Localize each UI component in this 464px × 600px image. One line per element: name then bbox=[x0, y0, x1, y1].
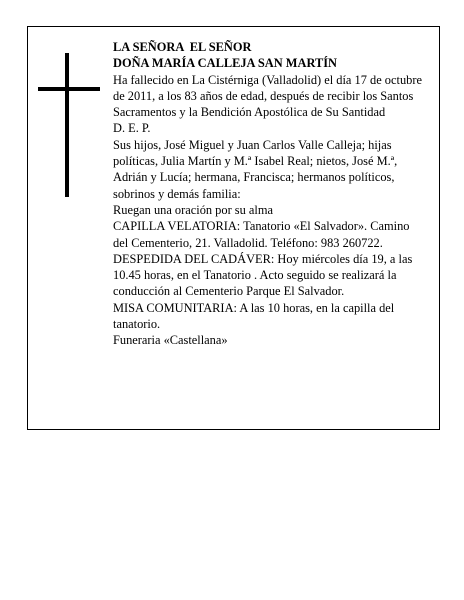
family-list: Sus hijos, José Miguel y Juan Carlos Valle Calleja; hijas políticas, Julia Martín y M.ª Isabel Real; nietos, José M.ª, Adrián y Lucía; hermana, Francisca; hermanos políticos, sobrinos y demás familia: bbox=[113, 137, 398, 201]
death-announcement: Ha fallecido en La Cistérniga (Valladolid) el día 17 de octubre de 2011, a los 83 años de edad, después de recibir los Santos Sacramentos y la Bendición Apostólica de Su Santidad bbox=[113, 72, 422, 120]
farewell-info: DESPEDIDA DEL CADÁVER: Hoy miércoles día 19, a las 10.45 horas, en el Tanatorio . Acto seguido se realizará la conducción al Cementerio Parque El Salvador. bbox=[113, 251, 413, 299]
obituary-text-block bbox=[113, 39, 427, 349]
rest-in-peace: D. E. P. bbox=[113, 121, 151, 136]
cross-horizontal-bar bbox=[38, 87, 100, 91]
chapel-info: CAPILLA VELATORIA: Tanatorio «El Salvador». Camino del Cementerio, 21. Valladolid. Teléfono: 983 260722. bbox=[113, 219, 410, 250]
cross-icon bbox=[38, 53, 100, 197]
deceased-name: DOÑA MARÍA CALLEJA SAN MARTÍN bbox=[113, 56, 337, 71]
cross-vertical-bar bbox=[65, 53, 69, 197]
heading-line-1: LA SEÑORA EL SEÑOR bbox=[113, 40, 252, 54]
funeral-home: Funeraria «Castellana» bbox=[113, 333, 228, 348]
mass-info: MISA COMUNITARIA: A las 10 horas, en la capilla del tanatorio. bbox=[113, 300, 395, 332]
prayer-request: Ruegan una oración por su alma bbox=[113, 202, 273, 217]
